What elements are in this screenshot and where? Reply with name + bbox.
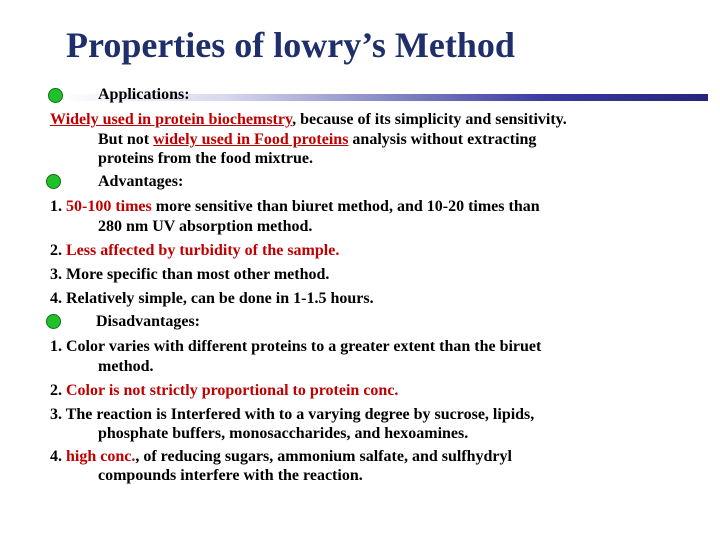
disadvantages-item-3: 3. The reaction is Interfered with to a varying degree by sucrose, lipids,: [50, 406, 535, 423]
bullet-icon: [46, 174, 61, 189]
disadvantages-item-2: 2. Color is not strictly proportional to protein conc.: [50, 382, 399, 399]
disadvantages-item-1-cont: method.: [98, 358, 154, 375]
advantages-item-4: 4. Relatively simple, can be done in 1-1.5 hours.: [50, 290, 374, 307]
disadvantages-item-4: 4. high conc., of reducing sugars, ammonium salfate, and sulfhydryl: [50, 448, 512, 465]
advantages-item-1: 1. 50-100 times more sensitive than biuret method, and 10-20 times than: [50, 198, 540, 215]
advantages-item-2: 2. Less affected by turbidity of the sample.: [50, 242, 340, 259]
slide-title: Properties of lowry’s Method: [66, 25, 515, 65]
applications-line-1: Widely used in protein biochemstry, because of its simplicity and sensitivity.: [50, 111, 567, 128]
bullet-icon: [48, 88, 63, 103]
advantages-item-3: 3. More specific than most other method.: [50, 266, 330, 283]
advantages-heading: Advantages:: [98, 173, 184, 190]
disadvantages-heading: Disadvantages:: [96, 313, 201, 330]
disadvantages-item-3-cont: phosphate buffers, monosaccharides, and hexoamines.: [98, 425, 469, 442]
disadvantages-item-4-cont: compounds interfere with the reaction.: [98, 467, 363, 484]
applications-line-3: proteins from the food mixtrue.: [98, 150, 313, 167]
applications-heading: Applications:: [98, 86, 190, 103]
bullet-icon: [46, 314, 61, 329]
disadvantages-item-1: 1. Color varies with different proteins to a greater extent than the biruet: [50, 338, 542, 355]
advantages-item-1-cont: 280 nm UV absorption method.: [98, 218, 313, 235]
applications-line-2: But not widely used in Food proteins analysis without extracting: [98, 131, 537, 148]
